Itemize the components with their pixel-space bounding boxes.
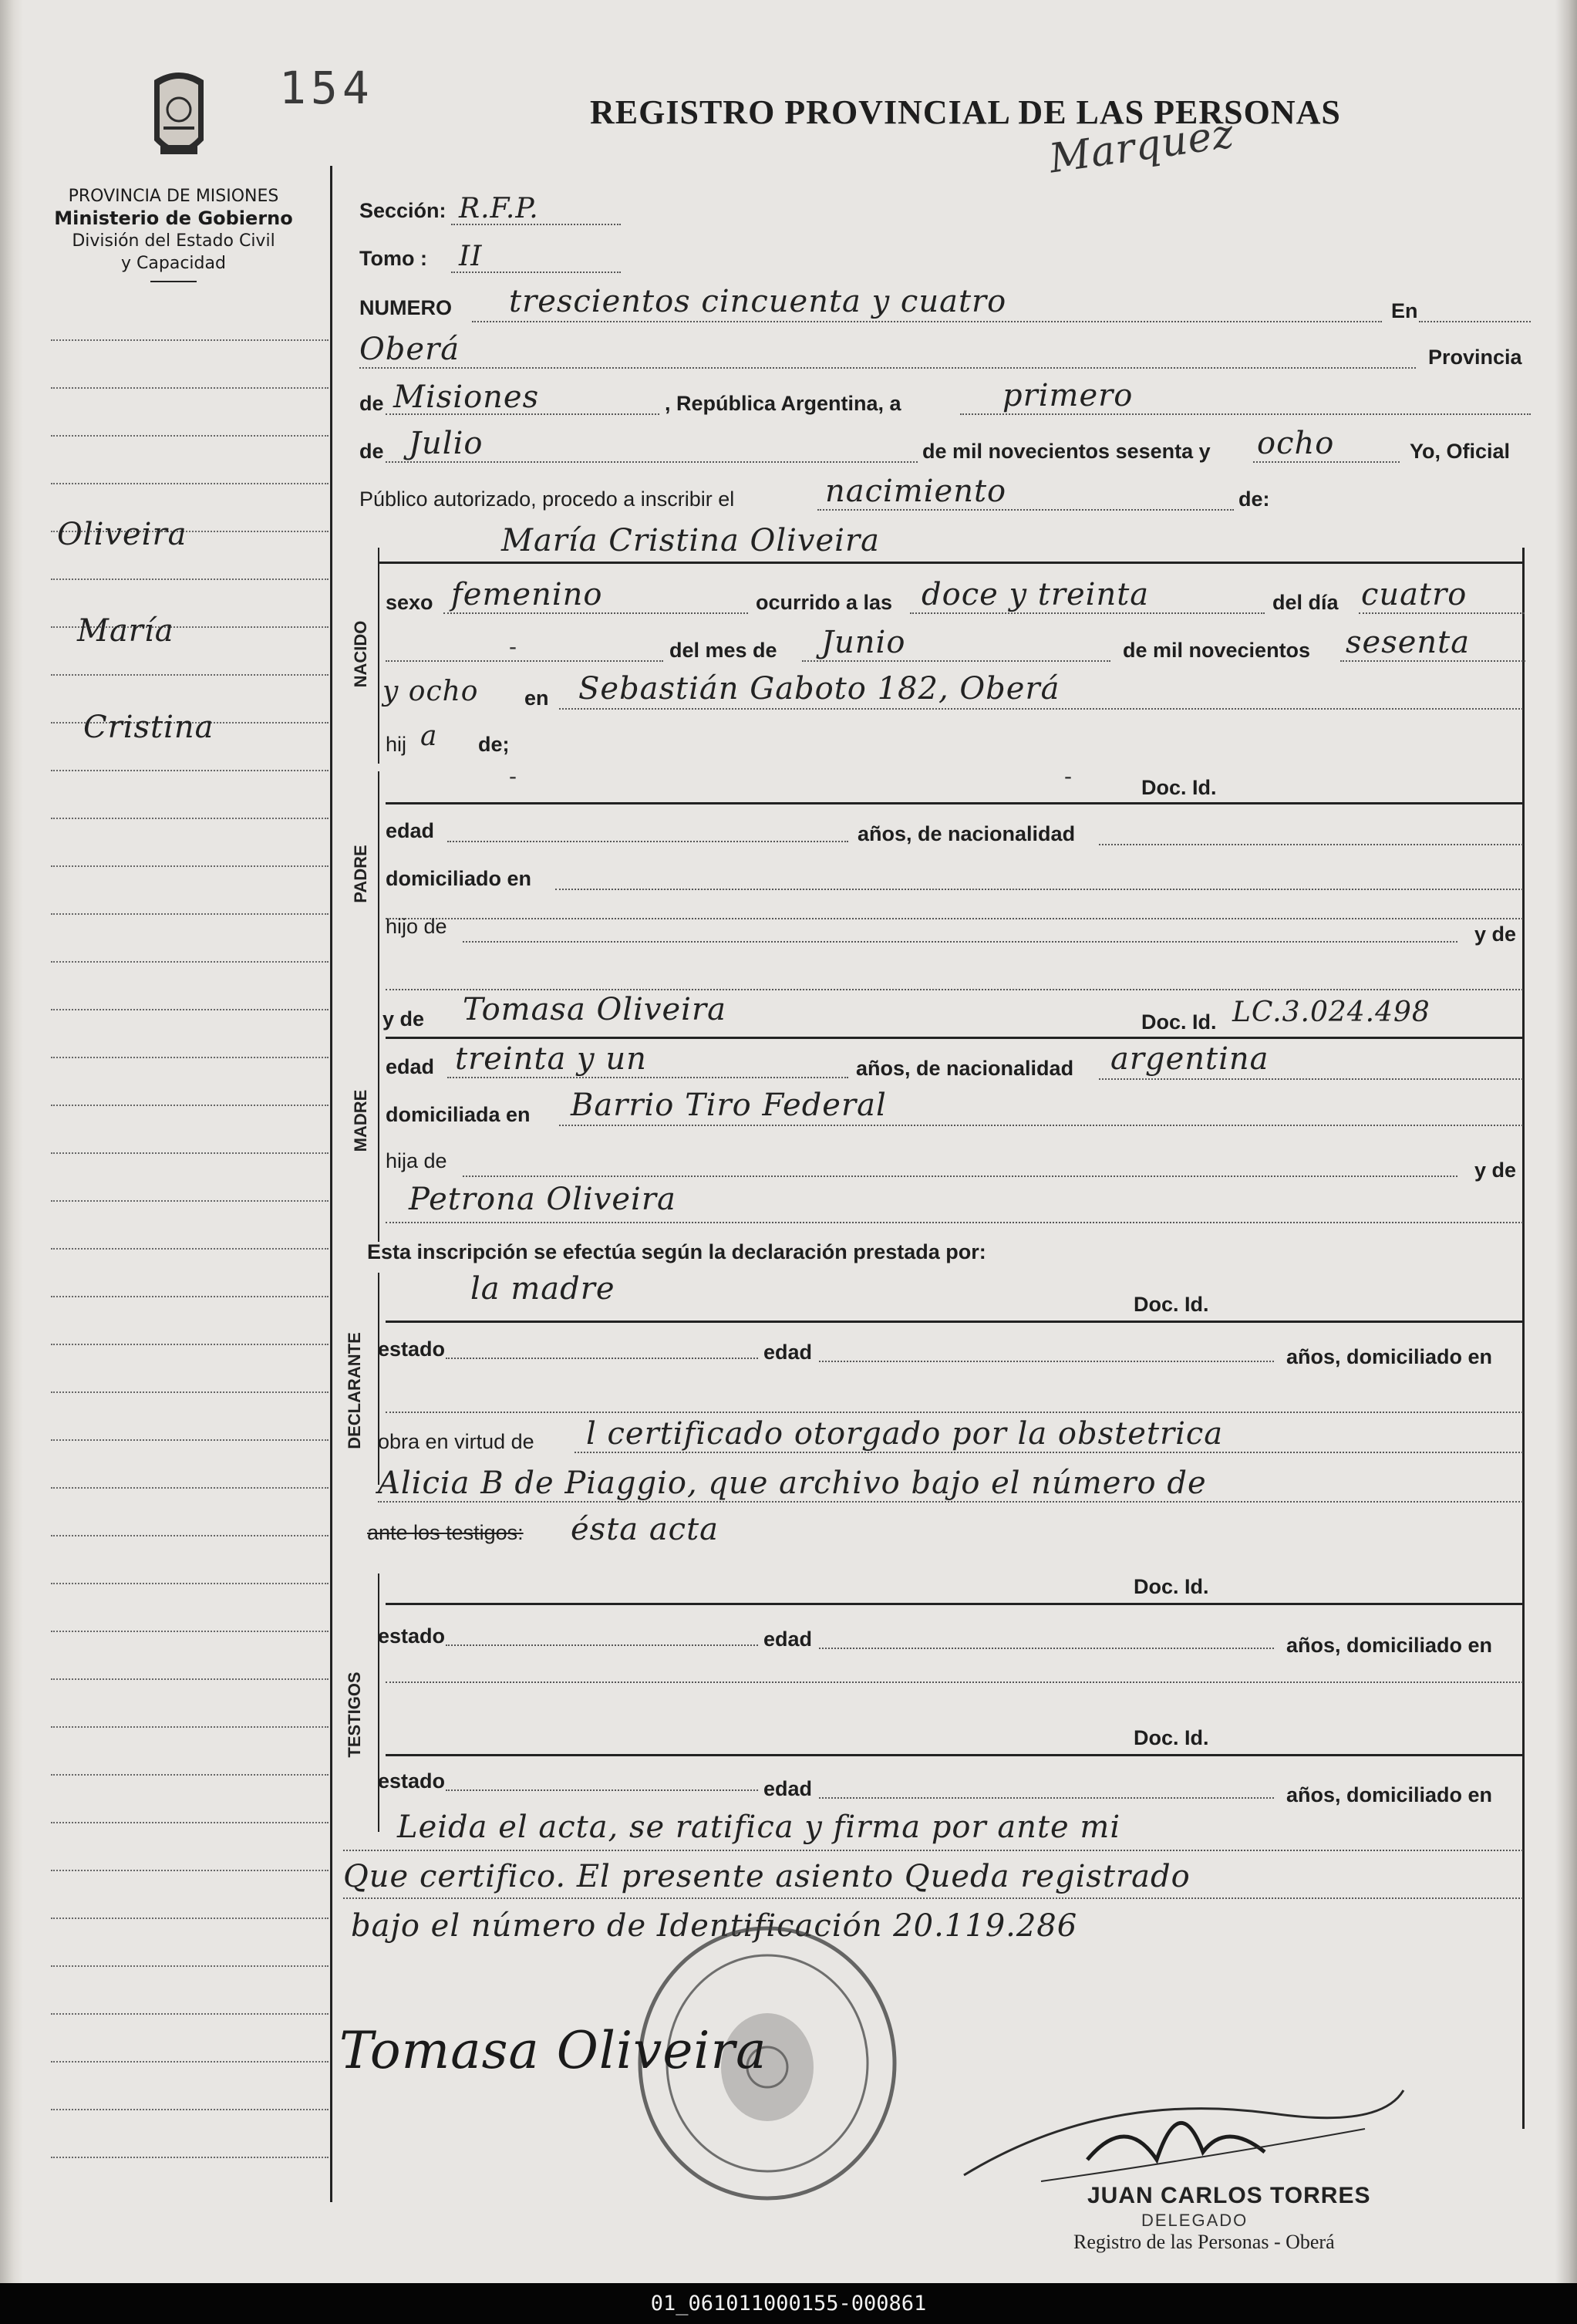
margin-ruled-line <box>51 1965 329 1967</box>
lugar-value: Oberá <box>359 332 460 367</box>
margin-ruled-line <box>51 2061 329 2063</box>
padre-hijo-label: hijo de <box>386 915 447 938</box>
nac-blank-dotted-line <box>386 660 663 662</box>
testigo1-edad-label: edad <box>763 1627 813 1651</box>
testigo2-doc-label: Doc. Id. <box>1134 1726 1209 1749</box>
margin-ruled-line <box>51 1631 329 1632</box>
padre-yde-label: y de <box>1474 923 1517 946</box>
madre-section-label: MADRE <box>351 1089 370 1152</box>
testigo1-extra-dotted-line <box>386 1681 1523 1683</box>
declarante-section-label: DECLARANTE <box>345 1332 364 1449</box>
en-nac-label: en <box>524 686 549 710</box>
margin-ruled-line <box>51 1344 329 1345</box>
margin-ruled-line <box>51 961 329 963</box>
page-left-edge <box>0 0 23 2283</box>
dia-dotted-line <box>960 413 1531 415</box>
margin-ruled-line <box>51 1200 329 1202</box>
office-block <box>46 185 301 282</box>
office-divider <box>150 281 197 282</box>
mil-label: de mil novecientos <box>1123 639 1311 662</box>
testigo2-edad-dotted-line <box>819 1797 1274 1799</box>
margin-ruled-line <box>51 1105 329 1106</box>
numero-label: NUMERO <box>359 296 452 319</box>
madre-yde2-label: y de <box>1474 1159 1517 1182</box>
del-mes-label: del mes de <box>669 639 777 662</box>
madre-nac-value: argentina <box>1110 1041 1269 1077</box>
madre-doc-rule <box>386 1037 1523 1039</box>
margin-ruled-line <box>51 818 329 819</box>
margin-ruled-line <box>51 578 329 580</box>
testigo2-estado-dotted-line <box>446 1789 758 1791</box>
official-signature-scrawl <box>949 2044 1427 2198</box>
padre-dash-1: - <box>509 764 517 789</box>
hija-prefix: hij <box>386 733 407 756</box>
madre-hija-dotted-line <box>463 1175 1457 1177</box>
declarante-extra-dotted-line <box>386 1412 1523 1413</box>
seccion-label: Sección: <box>359 199 446 222</box>
testigo1-doc-label: Doc. Id. <box>1134 1575 1209 1598</box>
mes-value: Julio <box>409 426 484 461</box>
dia-value: primero <box>1002 378 1134 413</box>
testigo1-anios-label: años, domiciliado en <box>1286 1634 1493 1657</box>
seccion-value: R.F.P. <box>459 193 539 224</box>
madre-edad-value: treinta y un <box>455 1041 647 1077</box>
declarante-anios-label: años, domiciliado en <box>1286 1345 1493 1368</box>
publico-label: Público autorizado, procedo a inscribir el <box>359 487 735 511</box>
anio-label: de mil novecientos sesenta y <box>922 440 1211 463</box>
madre-domicilio-value: Barrio Tiro Federal <box>571 1088 887 1123</box>
office-line-3: División del Estado Civil <box>72 231 275 251</box>
margin-ruled-line <box>51 1870 329 1871</box>
madre-name-value: Tomasa Oliveira <box>463 992 726 1027</box>
anio-nac-dotted-line <box>1340 660 1525 662</box>
office-line-2: Ministerio de Gobierno <box>54 207 293 229</box>
sexo-label: sexo <box>386 591 433 614</box>
madre-doc-label: Doc. Id. <box>1141 1010 1217 1034</box>
tomo-value: II <box>459 241 483 272</box>
obra-cont-value: Alicia B de Piaggio, que archivo bajo el número de <box>378 1466 1207 1501</box>
margin-ruled-line <box>51 1391 329 1393</box>
de-provincia-label: de <box>359 392 384 415</box>
republica-label: , República Argentina, a <box>665 392 901 415</box>
main-left-rule <box>330 166 332 2202</box>
de-mes-label: de <box>359 440 384 463</box>
margin-ruled-line <box>51 1774 329 1776</box>
anio-nac-value: sesenta <box>1346 625 1471 660</box>
padre-left-rule <box>378 771 379 1007</box>
testigo2-estado-label: estado <box>378 1769 446 1793</box>
margin-ruled-line <box>51 1296 329 1297</box>
margin-ruled-line <box>51 1248 329 1250</box>
declarante-doc-label: Doc. Id. <box>1134 1293 1209 1316</box>
ocurrido-label: ocurrido a las <box>756 591 893 614</box>
declarante-estado-dotted-line <box>446 1358 758 1359</box>
padre-edad-label: edad <box>386 819 435 842</box>
tomo-label: Tomo : <box>359 247 427 270</box>
nacido-dash-1: - <box>509 634 517 659</box>
document-number-stamp: 154 <box>279 62 374 114</box>
office-line-4: y Capacidad <box>121 254 226 273</box>
declarante-name-value: la madre <box>470 1271 615 1307</box>
margin-ruled-line <box>51 1487 329 1489</box>
dia-nac-dotted-line <box>1359 612 1525 614</box>
acto-dotted-line <box>817 509 1234 511</box>
acto-value: nacimiento <box>825 474 1007 509</box>
margin-note-first-name: María <box>77 613 174 649</box>
lugar-nac-dotted-line <box>559 708 1523 710</box>
declarante-edad-dotted-line <box>819 1361 1274 1362</box>
provincia-label: Provincia <box>1428 346 1522 369</box>
obra-cont-dotted-line <box>378 1501 1523 1503</box>
testigo2-doc-rule <box>386 1754 1523 1756</box>
inscribed-name: María Cristina Oliveira <box>501 523 880 558</box>
numero-value: trescientos cincuenta y cuatro <box>509 284 1007 319</box>
registry-title: REGISTRO PROVINCIAL DE LAS PERSONAS <box>590 93 1341 131</box>
madre-doc-value: LC.3.024.498 <box>1232 997 1430 1028</box>
testigos-label: ante los testigos: <box>367 1521 524 1544</box>
testigos-section-label: TESTIGOS <box>345 1671 364 1758</box>
file-id-footer <box>0 2283 1577 2324</box>
madre-abuela-dotted-line <box>386 1222 1523 1223</box>
numero-dotted-line <box>472 321 1382 322</box>
testigo1-doc-rule <box>386 1603 1523 1605</box>
main-right-rule <box>1522 548 1525 2129</box>
testigos-value: ésta acta <box>571 1512 719 1547</box>
hija-de-label: de; <box>478 733 510 756</box>
padre-doc-rule <box>386 802 1523 804</box>
margin-ruled-line <box>51 865 329 867</box>
lugar-dotted-line <box>359 367 1416 369</box>
margin-ruled-line <box>51 435 329 437</box>
padre-nac-dotted-line <box>1099 844 1523 845</box>
official-title: DELEGADO <box>1141 2211 1248 2230</box>
margin-ruled-line <box>51 2013 329 2015</box>
padre-domicilio-label: domiciliado en <box>386 867 532 890</box>
mes-dotted-line <box>386 461 918 463</box>
margin-ruled-line <box>51 1583 329 1584</box>
page-right-edge <box>1555 0 1577 2283</box>
padre-edad-dotted-line <box>447 841 848 842</box>
margin-ruled-line <box>51 1822 329 1823</box>
de-colon-label: de: <box>1238 487 1270 511</box>
testigo1-estado-label: estado <box>378 1624 446 1648</box>
closing-dotted-line-1 <box>343 1850 1523 1851</box>
obra-dotted-line <box>575 1452 1523 1453</box>
padre-yde-dotted-line <box>386 989 1523 990</box>
oficial-label: Yo, Oficial <box>1410 440 1511 463</box>
lugar-nac-value: Sebastián Gaboto 182, Oberá <box>578 671 1060 707</box>
mother-signature: Tomasa Oliveira <box>339 2021 767 2080</box>
hora-value: doce y treinta <box>922 577 1150 612</box>
nacido-left-rule <box>378 548 379 764</box>
file-id-text: 01_061011000155-000861 <box>650 2292 927 2316</box>
margin-ruled-line <box>51 770 329 771</box>
margin-ruled-line <box>51 1918 329 1919</box>
office-line-1: PROVINCIA DE MISIONES <box>68 187 279 206</box>
closing-dotted-line-2 <box>343 1897 1523 1899</box>
margin-ruled-line <box>51 1726 329 1728</box>
padre-hijo-dotted-line <box>463 941 1457 943</box>
anio-dotted-line <box>1253 461 1400 463</box>
madre-nac-dotted-line <box>1099 1078 1523 1080</box>
mes-nac-value: Junio <box>821 625 906 660</box>
testigo1-edad-dotted-line <box>819 1648 1274 1649</box>
declarante-edad-label: edad <box>763 1341 813 1364</box>
sexo-value: femenino <box>451 577 603 612</box>
nacido-top-rule <box>378 562 1523 564</box>
madre-anios-label: años, de nacionalidad <box>856 1057 1074 1080</box>
margin-ruled-line <box>51 1057 329 1058</box>
provincia-value: Misiones <box>393 379 540 415</box>
margin-ruled-line <box>51 1009 329 1010</box>
padre-extra-dotted-line <box>386 918 1523 919</box>
margin-ruled-line <box>51 2157 329 2158</box>
hija-suffix: a <box>420 720 438 752</box>
del-dia-label: del día <box>1272 591 1339 614</box>
madre-edad-dotted-line <box>447 1077 848 1078</box>
margin-ruled-line <box>51 1439 329 1441</box>
madre-edad-label: edad <box>386 1055 435 1078</box>
anio-nac-cont-value: y ocho <box>382 676 479 707</box>
madre-domicilio-dotted-line <box>559 1125 1523 1126</box>
hora-dotted-line <box>910 612 1265 614</box>
margin-ruled-line <box>51 483 329 484</box>
margin-ruled-line <box>51 674 329 676</box>
margin-ruled-line <box>51 2109 329 2110</box>
madre-abuela-value: Petrona Oliveira <box>409 1182 676 1217</box>
margin-ruled-line <box>51 1535 329 1536</box>
official-name: JUAN CARLOS TORRES <box>1087 2183 1371 2208</box>
padre-doc-label: Doc. Id. <box>1141 776 1217 799</box>
margin-ruled-line <box>51 1152 329 1154</box>
margin-ruled-line <box>51 913 329 915</box>
closing-line-2: Que certifico. El presente asiento Queda registrado <box>343 1859 1191 1894</box>
margin-note-surname: Oliveira <box>57 517 187 552</box>
en-label: En <box>1391 299 1418 322</box>
margin-ruled-line <box>51 387 329 389</box>
top-signature: Marquez <box>1046 110 1238 183</box>
obra-label: obra en virtud de <box>378 1430 534 1453</box>
declarante-doc-rule <box>386 1321 1523 1323</box>
en-dotted-line <box>1419 321 1531 322</box>
declarante-intro: Esta inscripción se efectúa según la declaración prestada por: <box>367 1240 986 1263</box>
dia-nac-value: cuatro <box>1361 577 1467 612</box>
madre-domicilio-label: domiciliada en <box>386 1103 531 1126</box>
padre-dash-2: - <box>1064 764 1072 789</box>
closing-line-3: bajo el número de Identificación 20.119.286 <box>351 1908 1078 1944</box>
mes-nac-dotted-line <box>802 660 1110 662</box>
padre-section-label: PADRE <box>351 845 370 903</box>
madre-yde-label: y de <box>382 1007 425 1030</box>
obra-value: l certificado otorgado por la obstetrica <box>586 1416 1224 1452</box>
margin-ruled-line <box>51 339 329 341</box>
nacido-section-label: NACIDO <box>351 620 370 688</box>
declarante-estado-label: estado <box>378 1337 446 1361</box>
madre-left-rule <box>378 1007 379 1242</box>
padre-domicilio-dotted-line <box>555 889 1523 890</box>
margin-note-second-name: Cristina <box>83 710 214 745</box>
madre-hija-label: hija de <box>386 1149 447 1172</box>
testigo2-edad-label: edad <box>763 1777 813 1800</box>
official-office: Registro de las Personas - Oberá <box>1073 2231 1335 2253</box>
margin-ruled-line <box>51 1678 329 1680</box>
sexo-dotted-line <box>443 612 748 614</box>
testigo2-anios-label: años, domiciliado en <box>1286 1783 1493 1806</box>
province-seal-logo <box>148 65 210 174</box>
testigo1-estado-dotted-line <box>446 1644 758 1646</box>
anio-value: ocho <box>1257 426 1335 461</box>
closing-line-1: Leida el acta, se ratifica y firma por ante mi <box>397 1810 1121 1845</box>
padre-anios-label: años, de nacionalidad <box>858 822 1076 845</box>
